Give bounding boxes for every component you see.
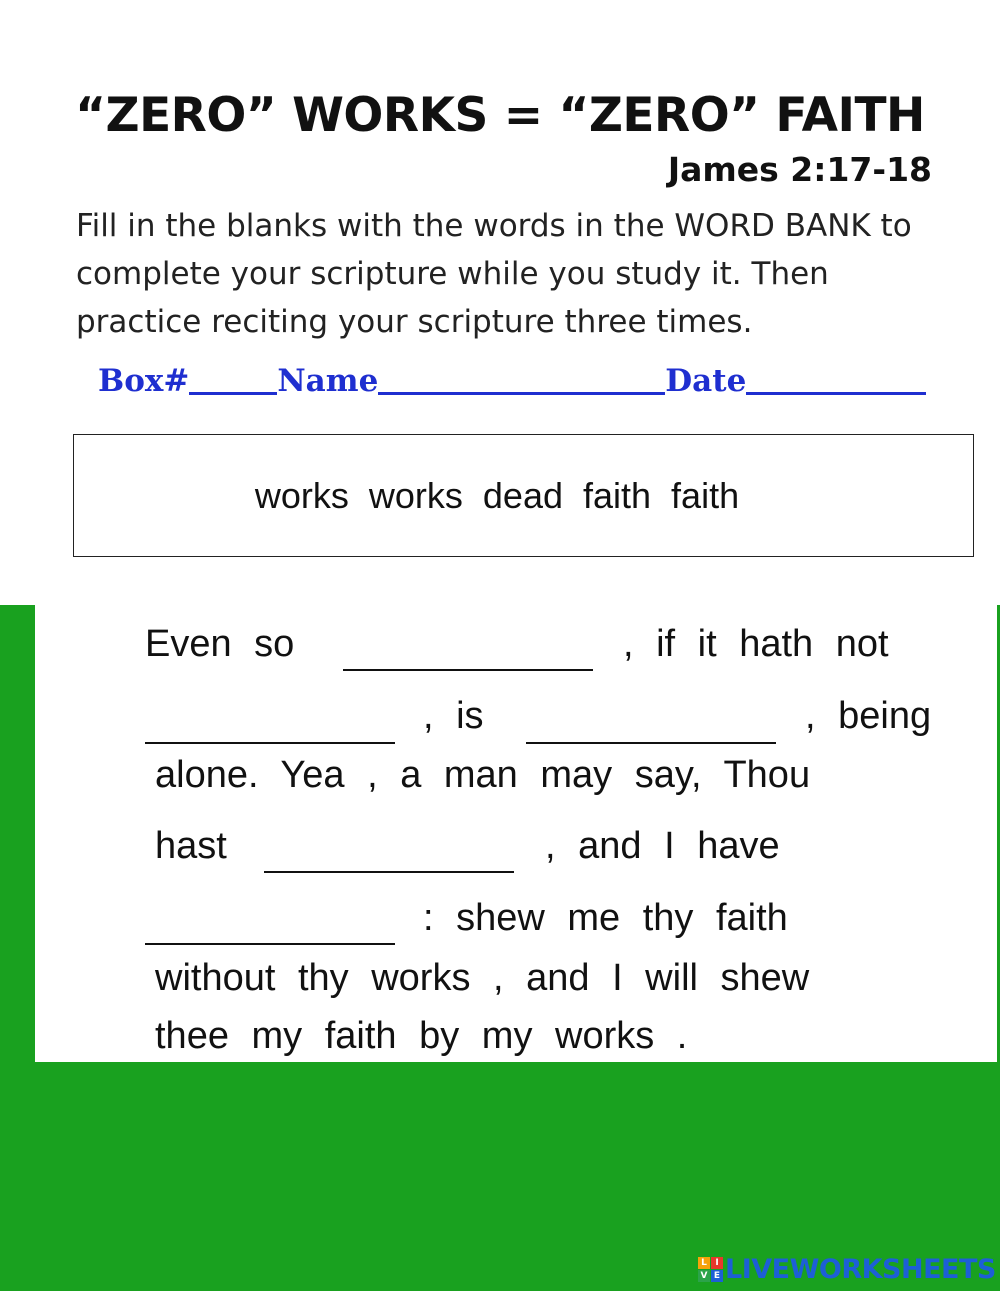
blank-input-4[interactable] bbox=[264, 833, 514, 873]
scripture-text: : shew me thy faith bbox=[423, 897, 788, 939]
name-label: Name bbox=[277, 363, 379, 399]
scripture-text: , is bbox=[423, 695, 484, 737]
scripture-text: Even so bbox=[145, 623, 295, 665]
blank-input-2[interactable] bbox=[145, 704, 395, 744]
blank-input-3[interactable] bbox=[526, 704, 776, 744]
liveworksheets-logo-icon: L I V E bbox=[698, 1257, 723, 1282]
liveworksheets-logo-text: LIVEWORKSHEETS bbox=[725, 1253, 996, 1285]
scripture-text: , being bbox=[805, 695, 932, 737]
instructions-text: Fill in the blanks with the words in the WORD BANK to complete your scripture while you study it. Then practice reciting your scripture three times. bbox=[76, 208, 912, 340]
scripture-text: without thy works , and I will shew bbox=[155, 957, 810, 999]
scripture-text: hast bbox=[155, 825, 227, 867]
liveworksheets-logo[interactable] bbox=[698, 1255, 996, 1283]
scripture-text: , if it hath not bbox=[623, 623, 889, 665]
name-blank-line[interactable] bbox=[378, 362, 665, 395]
date-blank-line[interactable] bbox=[746, 362, 926, 395]
scripture-text: , and I have bbox=[545, 825, 780, 867]
word-bank-words: works works dead faith faith bbox=[254, 475, 740, 516]
scripture-reference: James 2:17-18 bbox=[667, 150, 932, 189]
word-bank-box bbox=[73, 434, 974, 557]
student-info-fields bbox=[98, 362, 926, 399]
blank-input-5[interactable] bbox=[145, 905, 395, 945]
worksheet-title: “ZERO” WORKS = “ZERO” FAITH bbox=[75, 88, 925, 143]
scripture-fill-panel bbox=[35, 605, 997, 1062]
scripture-text: thee my faith by my works . bbox=[155, 1015, 688, 1057]
scripture-text: alone. Yea , a man may say, Thou bbox=[155, 754, 811, 796]
box-label: Box# bbox=[98, 363, 190, 399]
box-blank-line[interactable] bbox=[189, 362, 277, 395]
blank-input-1[interactable] bbox=[343, 631, 593, 671]
date-label: Date bbox=[665, 363, 747, 399]
